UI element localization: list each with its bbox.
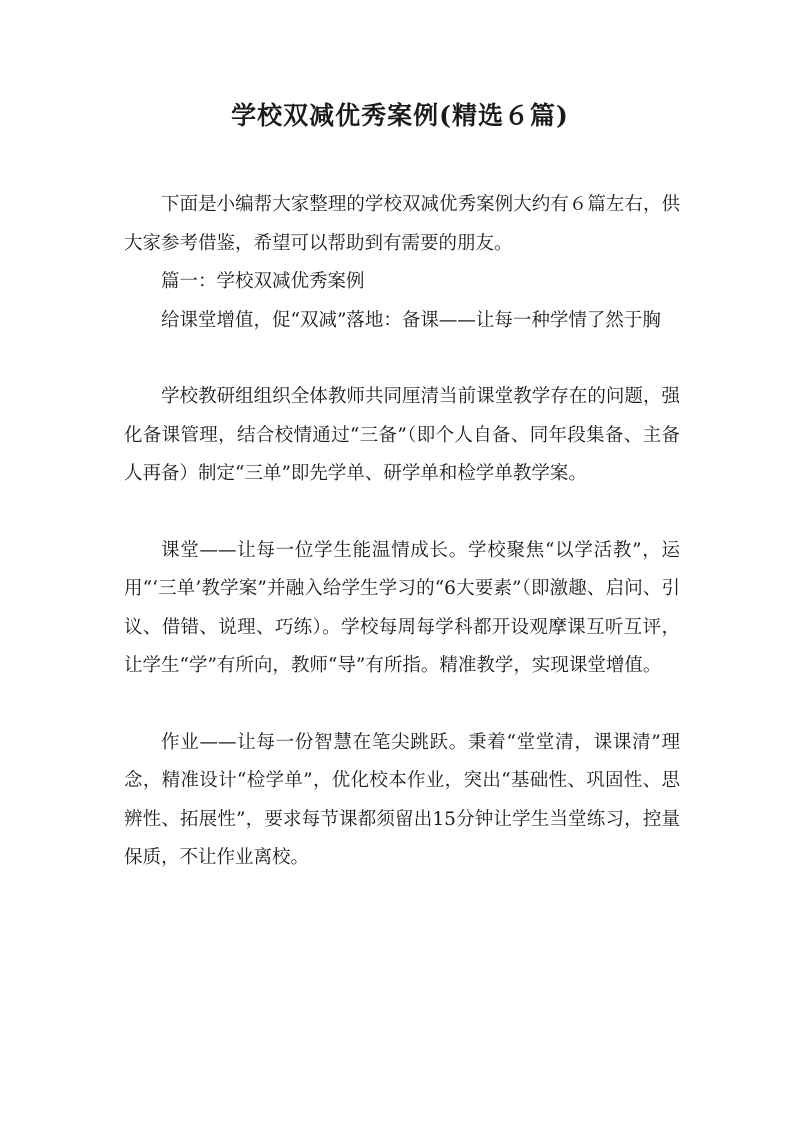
- body-paragraph-1: 学校教研组组织全体教师共同厘清当前课堂教学存在的问题，强化备课管理，结合校情通过“三备”（即个人自备、同年段集备、主备人再备）制定“三单”即先学单、研学单和检学单教学案。: [124, 386, 680, 484]
- section-heading: 篇一：学校双减优秀案例: [161, 271, 365, 292]
- body-paragraph-2: 课堂——让每一位学生能温情成长。学校聚焦“以学活教”，运用“‘三单’教学案”并融入给学生学习的“6大要素”（即激趣、启问、引议、借错、说理、巧练）。学校每周每学科都开设观摩课互听互评，让学生“学”有所向，教师“导”有所指。精准教学，实现课堂增值。: [124, 539, 680, 676]
- document-body: [124, 186, 680, 878]
- body-paragraph-3: 作业——让每一份智慧在笔尖跳跃。秉着“堂堂清，课课清”理念，精准设计“检学单”，优化校本作业，突出“基础性、巩固性、思辨性、拓展性”，要求每节课都须留出15分钟让学生当堂练习，控量保质，不让作业离校。: [124, 731, 680, 868]
- document-title: 学校双减优秀案例(精选６篇): [231, 101, 569, 130]
- section-subheading: 给课堂增值，促“双减”落地：备课——让每一种学情了然于胸: [161, 309, 661, 331]
- intro-paragraph: 下面是小编帮大家整理的学校双减优秀案例大约有６篇左右，供大家参考借鉴，希望可以帮助到有需要的朋友。: [124, 194, 680, 254]
